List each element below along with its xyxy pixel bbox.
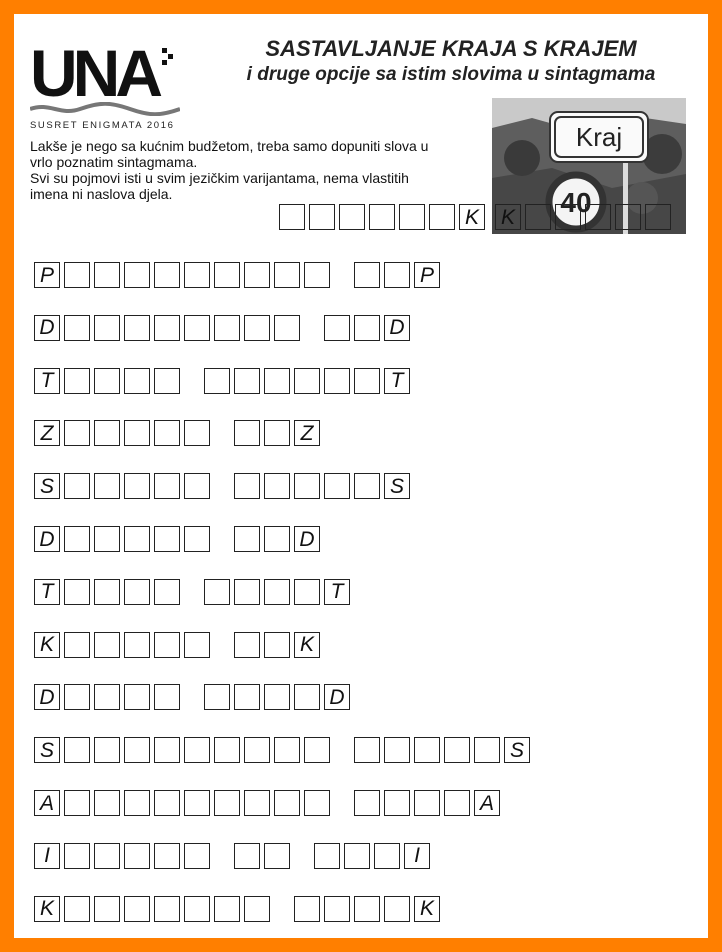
letter-cell[interactable] bbox=[94, 420, 120, 446]
letter-cell[interactable] bbox=[344, 843, 370, 869]
letter-cell[interactable] bbox=[94, 896, 120, 922]
letter-cell-filled: K bbox=[34, 632, 60, 658]
letter-cell[interactable] bbox=[279, 204, 305, 230]
letter-cell[interactable] bbox=[94, 684, 120, 710]
letter-cell[interactable] bbox=[304, 262, 330, 288]
letter-cell[interactable] bbox=[414, 737, 440, 763]
letter-cell-filled: D bbox=[34, 315, 60, 341]
example-grid bbox=[279, 204, 675, 230]
letter-cell[interactable] bbox=[154, 420, 180, 446]
letter-cell-filled: K bbox=[495, 204, 521, 230]
letter-cell[interactable] bbox=[234, 420, 260, 446]
puzzle-row bbox=[34, 632, 324, 658]
letter-cell[interactable] bbox=[154, 473, 180, 499]
letter-cell[interactable] bbox=[214, 315, 240, 341]
letter-cell[interactable] bbox=[264, 526, 290, 552]
letter-cell[interactable] bbox=[369, 204, 395, 230]
word-gap bbox=[214, 526, 234, 552]
word-gap bbox=[214, 843, 234, 869]
letter-cell[interactable] bbox=[154, 632, 180, 658]
letter-cell[interactable] bbox=[294, 579, 320, 605]
puzzle-row bbox=[34, 368, 414, 394]
letter-cell[interactable] bbox=[474, 737, 500, 763]
letter-cell[interactable] bbox=[354, 737, 380, 763]
letter-cell[interactable] bbox=[184, 315, 210, 341]
letter-cell[interactable] bbox=[94, 368, 120, 394]
letter-cell[interactable] bbox=[184, 843, 210, 869]
letter-cell-filled: K bbox=[294, 632, 320, 658]
letter-cell[interactable] bbox=[354, 262, 380, 288]
letter-cell[interactable] bbox=[124, 526, 150, 552]
letter-cell[interactable] bbox=[309, 204, 335, 230]
letter-cell-filled: D bbox=[324, 684, 350, 710]
letter-cell[interactable] bbox=[274, 262, 300, 288]
letter-cell[interactable] bbox=[64, 843, 90, 869]
intro-line: imena ni naslova djela. bbox=[30, 186, 173, 202]
letter-cell[interactable] bbox=[244, 896, 270, 922]
letter-cell[interactable] bbox=[324, 368, 350, 394]
letter-cell-filled: D bbox=[384, 315, 410, 341]
letter-cell[interactable] bbox=[214, 737, 240, 763]
letter-cell[interactable] bbox=[234, 684, 260, 710]
letter-cell[interactable] bbox=[184, 790, 210, 816]
letter-cell[interactable] bbox=[64, 526, 90, 552]
letter-cell[interactable] bbox=[154, 790, 180, 816]
letter-cell[interactable] bbox=[184, 473, 210, 499]
word-gap bbox=[214, 473, 234, 499]
letter-cell[interactable] bbox=[234, 843, 260, 869]
letter-cell[interactable] bbox=[555, 204, 581, 230]
letter-cell[interactable] bbox=[64, 790, 90, 816]
letter-cell-filled: D bbox=[34, 684, 60, 710]
letter-cell[interactable] bbox=[294, 368, 320, 394]
letter-cell[interactable] bbox=[294, 684, 320, 710]
puzzle-row bbox=[34, 473, 414, 499]
letter-cell[interactable] bbox=[339, 204, 365, 230]
letter-cell[interactable] bbox=[154, 737, 180, 763]
letter-cell[interactable] bbox=[154, 262, 180, 288]
page-subtitle: i druge opcije sa istim slovima u sintagmama bbox=[246, 64, 656, 85]
letter-cell[interactable] bbox=[324, 896, 350, 922]
letter-cell[interactable] bbox=[124, 632, 150, 658]
letter-cell[interactable] bbox=[214, 896, 240, 922]
page-title: SASTAVLJANJE KRAJA S KRAJEM bbox=[265, 36, 637, 61]
letter-cell[interactable] bbox=[264, 579, 290, 605]
word-gap bbox=[184, 684, 204, 710]
letter-cell[interactable] bbox=[585, 204, 611, 230]
letter-cell-filled: I bbox=[404, 843, 430, 869]
letter-cell-filled: S bbox=[34, 737, 60, 763]
letter-cell[interactable] bbox=[374, 843, 400, 869]
letter-cell[interactable] bbox=[354, 315, 380, 341]
puzzle-row bbox=[34, 843, 434, 869]
letter-cell[interactable] bbox=[64, 579, 90, 605]
letter-cell[interactable] bbox=[124, 737, 150, 763]
letter-cell[interactable] bbox=[124, 368, 150, 394]
letter-cell[interactable] bbox=[184, 632, 210, 658]
puzzle-row bbox=[34, 579, 354, 605]
letter-cell[interactable] bbox=[314, 843, 340, 869]
letter-cell-filled: S bbox=[504, 737, 530, 763]
letter-cell[interactable] bbox=[234, 526, 260, 552]
letter-cell[interactable] bbox=[384, 737, 410, 763]
letter-cell-filled: D bbox=[294, 526, 320, 552]
letter-cell[interactable] bbox=[124, 790, 150, 816]
letter-cell[interactable] bbox=[94, 843, 120, 869]
letter-cell[interactable] bbox=[94, 262, 120, 288]
letter-cell[interactable] bbox=[274, 790, 300, 816]
letter-cell[interactable] bbox=[264, 473, 290, 499]
letter-cell[interactable] bbox=[94, 737, 120, 763]
letter-cell[interactable] bbox=[444, 790, 470, 816]
letter-cell[interactable] bbox=[204, 579, 230, 605]
puzzle-page bbox=[14, 14, 708, 938]
letter-cell[interactable] bbox=[94, 473, 120, 499]
letter-cell[interactable] bbox=[94, 315, 120, 341]
logo-text: UNA bbox=[30, 36, 158, 110]
letter-cell-filled: Z bbox=[34, 420, 60, 446]
word-gap bbox=[334, 737, 354, 763]
puzzle-row bbox=[34, 262, 444, 288]
letter-cell[interactable] bbox=[214, 262, 240, 288]
letter-cell[interactable] bbox=[304, 790, 330, 816]
una-logo bbox=[30, 36, 180, 136]
letter-cell[interactable] bbox=[354, 368, 380, 394]
letter-cell[interactable] bbox=[264, 368, 290, 394]
letter-cell[interactable] bbox=[304, 737, 330, 763]
letter-cell-filled: T bbox=[34, 579, 60, 605]
letter-cell-filled: I bbox=[34, 843, 60, 869]
puzzle-row bbox=[34, 896, 444, 922]
letter-cell[interactable] bbox=[244, 737, 270, 763]
letter-cell[interactable] bbox=[94, 526, 120, 552]
letter-cell[interactable] bbox=[94, 579, 120, 605]
intro-line: vrlo poznatim sintagmama. bbox=[30, 154, 198, 170]
letter-cell[interactable] bbox=[244, 262, 270, 288]
letter-cell[interactable] bbox=[444, 737, 470, 763]
letter-cell[interactable] bbox=[645, 204, 671, 230]
letter-cell[interactable] bbox=[615, 204, 641, 230]
logo-squares-icon bbox=[162, 48, 176, 70]
letter-cell-filled: A bbox=[474, 790, 500, 816]
puzzle-row bbox=[34, 684, 354, 710]
letter-cell[interactable] bbox=[124, 896, 150, 922]
letter-cell-filled: K bbox=[414, 896, 440, 922]
letter-cell[interactable] bbox=[154, 896, 180, 922]
letter-cell-filled: P bbox=[414, 262, 440, 288]
puzzle-row bbox=[34, 737, 534, 763]
letter-cell-filled: Z bbox=[294, 420, 320, 446]
letter-cell[interactable] bbox=[184, 262, 210, 288]
letter-cell[interactable] bbox=[324, 315, 350, 341]
letter-cell[interactable] bbox=[124, 579, 150, 605]
word-gap bbox=[184, 368, 204, 394]
letter-cell[interactable] bbox=[384, 790, 410, 816]
letter-cell[interactable] bbox=[64, 896, 90, 922]
word-gap bbox=[334, 262, 354, 288]
letter-cell[interactable] bbox=[354, 790, 380, 816]
letter-cell-filled: T bbox=[324, 579, 350, 605]
letter-cell-filled: P bbox=[34, 262, 60, 288]
letter-cell[interactable] bbox=[64, 632, 90, 658]
letter-cell[interactable] bbox=[204, 684, 230, 710]
word-gap bbox=[214, 420, 234, 446]
letter-cell[interactable] bbox=[124, 684, 150, 710]
letter-cell-filled: K bbox=[34, 896, 60, 922]
letter-cell[interactable] bbox=[264, 632, 290, 658]
letter-cell-filled: S bbox=[34, 473, 60, 499]
logo-subtitle: SUSRET ENIGMATA 2016 bbox=[30, 120, 175, 131]
letter-cell-filled: A bbox=[34, 790, 60, 816]
letter-cell[interactable] bbox=[124, 315, 150, 341]
speed-limit-text: 40 bbox=[560, 187, 592, 218]
letter-cell-filled: S bbox=[384, 473, 410, 499]
letter-cell[interactable] bbox=[234, 632, 260, 658]
letter-cell[interactable] bbox=[274, 315, 300, 341]
letter-cell[interactable] bbox=[184, 420, 210, 446]
letter-cell[interactable] bbox=[384, 262, 410, 288]
letter-cell[interactable] bbox=[429, 204, 455, 230]
letter-cell[interactable] bbox=[154, 315, 180, 341]
puzzle-row bbox=[34, 526, 324, 552]
letter-cell-filled: D bbox=[34, 526, 60, 552]
logo-wave-icon bbox=[30, 102, 180, 116]
letter-cell[interactable] bbox=[244, 315, 270, 341]
letter-cell[interactable] bbox=[154, 684, 180, 710]
letter-cell[interactable] bbox=[184, 526, 210, 552]
letter-cell[interactable] bbox=[234, 473, 260, 499]
letter-cell-filled: T bbox=[34, 368, 60, 394]
intro-text bbox=[30, 138, 490, 202]
letter-cell[interactable] bbox=[124, 473, 150, 499]
letter-cell[interactable] bbox=[324, 473, 350, 499]
letter-cell[interactable] bbox=[64, 262, 90, 288]
letter-cell[interactable] bbox=[264, 684, 290, 710]
letter-cell[interactable] bbox=[264, 843, 290, 869]
word-gap bbox=[294, 843, 314, 869]
word-gap bbox=[184, 579, 204, 605]
word-gap bbox=[274, 896, 294, 922]
letter-cell[interactable] bbox=[354, 473, 380, 499]
letter-cell[interactable] bbox=[294, 473, 320, 499]
letter-cell[interactable] bbox=[94, 632, 120, 658]
letter-cell[interactable] bbox=[525, 204, 551, 230]
letter-cell[interactable] bbox=[184, 737, 210, 763]
letter-cell[interactable] bbox=[124, 420, 150, 446]
letter-cell[interactable] bbox=[184, 896, 210, 922]
letter-cell[interactable] bbox=[64, 473, 90, 499]
letter-cell[interactable] bbox=[414, 790, 440, 816]
letter-cell[interactable] bbox=[274, 737, 300, 763]
letter-cell[interactable] bbox=[154, 579, 180, 605]
letter-cell[interactable] bbox=[399, 204, 425, 230]
letter-cell[interactable] bbox=[264, 420, 290, 446]
intro-line: Svi su pojmovi isti u svim jezičkim varijantama, nema vlastitih bbox=[30, 170, 409, 186]
letter-cell[interactable] bbox=[204, 368, 230, 394]
letter-cell[interactable] bbox=[294, 896, 320, 922]
puzzle-row bbox=[34, 315, 414, 341]
letter-cell[interactable] bbox=[64, 368, 90, 394]
puzzle-row bbox=[34, 420, 324, 446]
sign-text: Kraj bbox=[575, 122, 623, 152]
letter-cell[interactable] bbox=[154, 526, 180, 552]
word-gap bbox=[304, 315, 324, 341]
letter-cell[interactable] bbox=[124, 843, 150, 869]
word-gap bbox=[214, 632, 234, 658]
letter-cell[interactable] bbox=[124, 262, 150, 288]
letter-cell[interactable] bbox=[384, 896, 410, 922]
letter-cell[interactable] bbox=[214, 790, 240, 816]
letter-cell[interactable] bbox=[234, 368, 260, 394]
letter-cell[interactable] bbox=[64, 684, 90, 710]
letter-cell[interactable] bbox=[244, 790, 270, 816]
word-gap bbox=[334, 790, 354, 816]
puzzle-row bbox=[34, 790, 504, 816]
letter-cell[interactable] bbox=[64, 420, 90, 446]
letter-cell[interactable] bbox=[354, 896, 380, 922]
letter-cell[interactable] bbox=[94, 790, 120, 816]
intro-line: Lakše je nego sa kućnim budžetom, treba samo dopuniti slova u bbox=[30, 138, 429, 154]
letter-cell[interactable] bbox=[64, 737, 90, 763]
letter-cell[interactable] bbox=[64, 315, 90, 341]
letter-cell-filled: T bbox=[384, 368, 410, 394]
letter-cell[interactable] bbox=[234, 579, 260, 605]
letter-cell[interactable] bbox=[154, 368, 180, 394]
letter-cell[interactable] bbox=[154, 843, 180, 869]
letter-cell-filled: K bbox=[459, 204, 485, 230]
